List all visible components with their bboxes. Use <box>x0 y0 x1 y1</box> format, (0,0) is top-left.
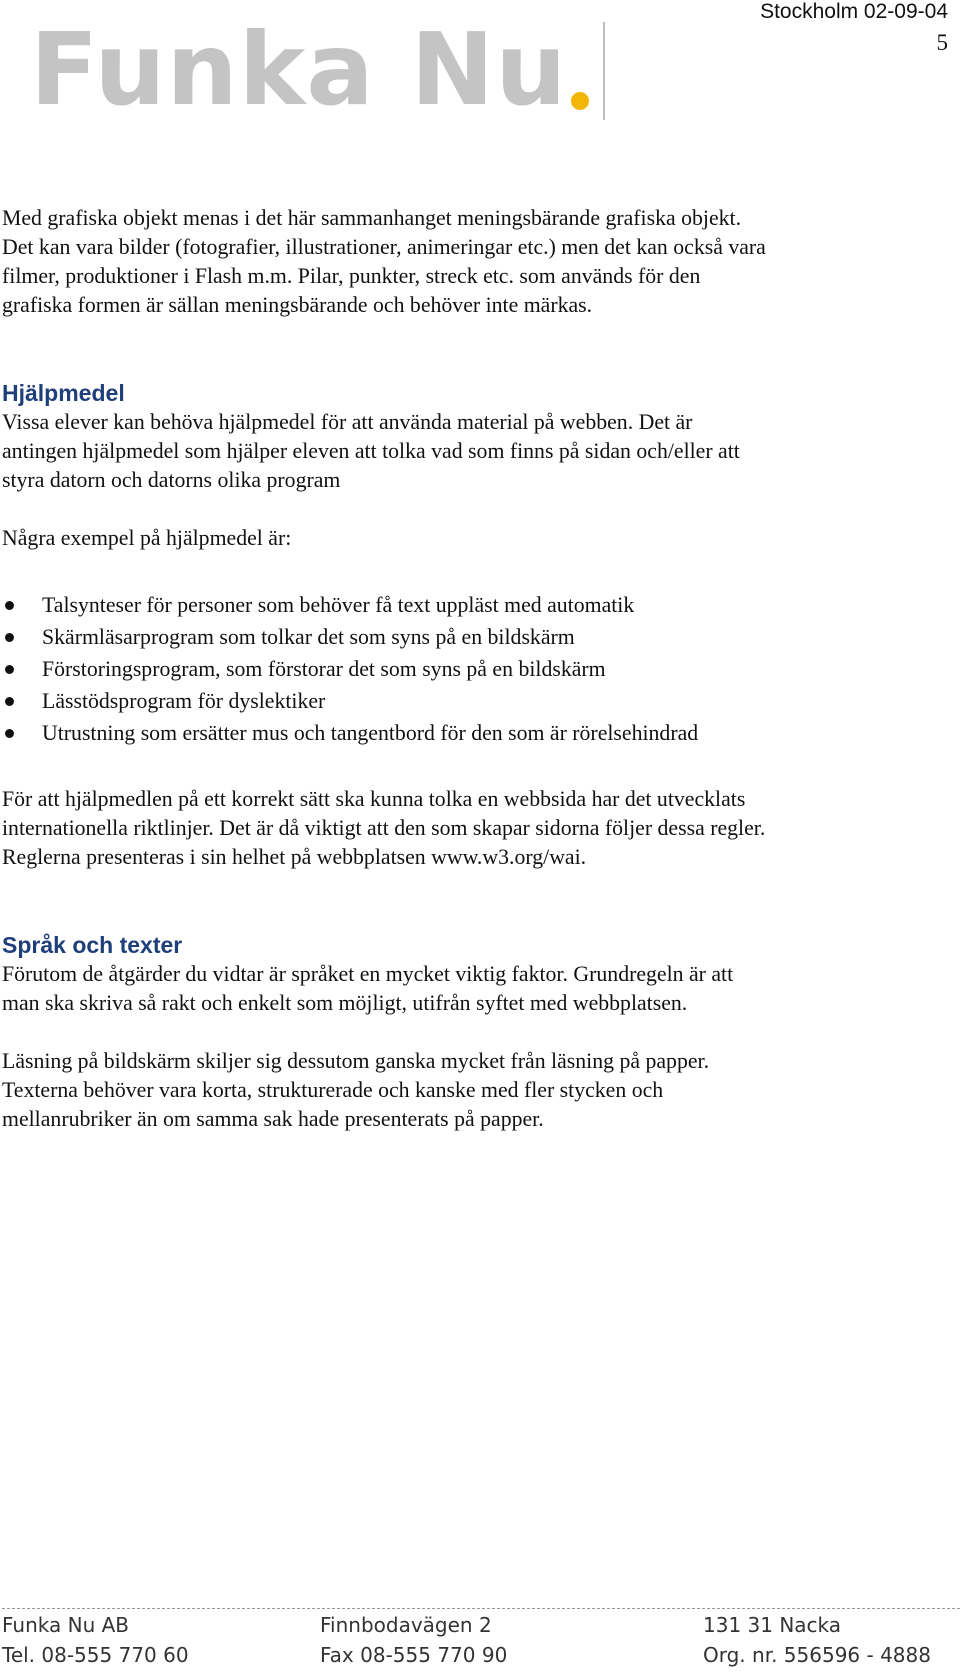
list-item-text: Skärmläsarprogram som tolkar det som syns på en bildskärm <box>42 625 575 649</box>
footer-phone: Tel. 08-555 770 60 <box>2 1643 189 1667</box>
list-item-text: Lässtödsprogram för dyslektiker <box>42 689 326 713</box>
logo-dot-icon <box>571 92 589 110</box>
bullet-icon <box>5 729 14 738</box>
reading-paragraph <box>2 1047 952 1134</box>
paragraph-line: Vissa elever kan behöva hjälpmedel för att använda material på webben. Det är <box>2 410 693 434</box>
logo-divider <box>603 22 605 120</box>
footer-company: Funka Nu AB <box>2 1613 130 1637</box>
hjalpmedel-paragraph <box>2 408 952 495</box>
intro-line: Det kan vara bilder (fotografier, illustrationer, animeringar etc.) men det kan också vara <box>2 235 766 259</box>
list-item-text: Förstoringsprogram, som förstorar det som syns på en bildskärm <box>42 657 606 681</box>
paragraph-line: internationella riktlinjer. Det är då viktigt att den som skapar sidorna följer dessa regler. <box>2 816 766 840</box>
paragraph-line: styra datorn och datorns olika program <box>2 468 341 492</box>
guidelines-paragraph <box>2 785 952 872</box>
page-footer <box>0 1608 960 1669</box>
paragraph-line: För att hjälpmedlen på ett korrekt sätt ska kunna tolka en webbsida har det utvecklats <box>2 787 746 811</box>
list-item-text: Utrustning som ersätter mus och tangentbord för den som är rörelsehindrad <box>42 721 699 745</box>
paragraph-line: Reglerna presenteras i sin helhet på webbplatsen www.w3.org/wai. <box>2 845 587 869</box>
bullet-icon <box>5 601 14 610</box>
paragraph-line: antingen hjälpmedel som hjälper eleven att tolka vad som finns på sidan och/eller att <box>2 439 740 463</box>
assistive-tech-list <box>2 589 952 749</box>
bullet-icon <box>5 665 14 674</box>
list-item <box>2 621 952 653</box>
paragraph-line: Texterna behöver vara korta, strukturerade och kanske med fler stycken och <box>2 1078 664 1102</box>
bullet-icon <box>5 633 14 642</box>
examples-lead: Några exempel på hjälpmedel är: <box>2 526 292 550</box>
header-date: Stockholm 02-09-04 <box>760 0 948 23</box>
funka-nu-logo <box>30 11 605 128</box>
intro-line: filmer, produktioner i Flash m.m. Pilar, punkter, streck etc. som används för den <box>2 264 701 288</box>
footer-fax: Fax 08-555 770 90 <box>320 1643 508 1667</box>
list-item <box>2 685 952 717</box>
footer-row-address <box>0 1609 960 1639</box>
sprak-paragraph <box>2 960 952 1018</box>
section-heading-hjalpmedel: Hjälpmedel <box>2 380 125 406</box>
section-heading-sprak: Språk och texter <box>2 932 183 958</box>
list-item <box>2 589 952 621</box>
page-number: 5 <box>936 30 948 55</box>
intro-paragraph <box>2 204 952 320</box>
list-item <box>2 717 952 749</box>
footer-row-contact <box>0 1639 960 1669</box>
document-body <box>2 204 952 1134</box>
list-item-text: Talsynteser för personer som behöver få text uppläst med automatik <box>42 593 635 617</box>
footer-org-nr: Org. nr. 556596 - 4888 <box>703 1643 931 1667</box>
intro-line: Med grafiska objekt menas i det här sammanhanget meningsbärande grafiska objekt. <box>2 206 742 230</box>
logo-text: Funka Nu <box>30 11 568 128</box>
paragraph-line: man ska skriva så rakt och enkelt som möjligt, utifrån syftet med webbplatsen. <box>2 991 688 1015</box>
paragraph-line: mellanrubriker än om samma sak hade presenterats på papper. <box>2 1107 544 1131</box>
list-item <box>2 653 952 685</box>
intro-line: grafiska formen är sällan meningsbärande och behöver inte märkas. <box>2 293 593 317</box>
footer-postal: 131 31 Nacka <box>703 1613 842 1637</box>
bullet-icon <box>5 697 14 706</box>
paragraph-line: Förutom de åtgärder du vidtar är språket en mycket viktig faktor. Grundregeln är att <box>2 962 734 986</box>
paragraph-line: Läsning på bildskärm skiljer sig dessutom ganska mycket från läsning på papper. <box>2 1049 710 1073</box>
footer-street: Finnbodavägen 2 <box>320 1613 492 1637</box>
